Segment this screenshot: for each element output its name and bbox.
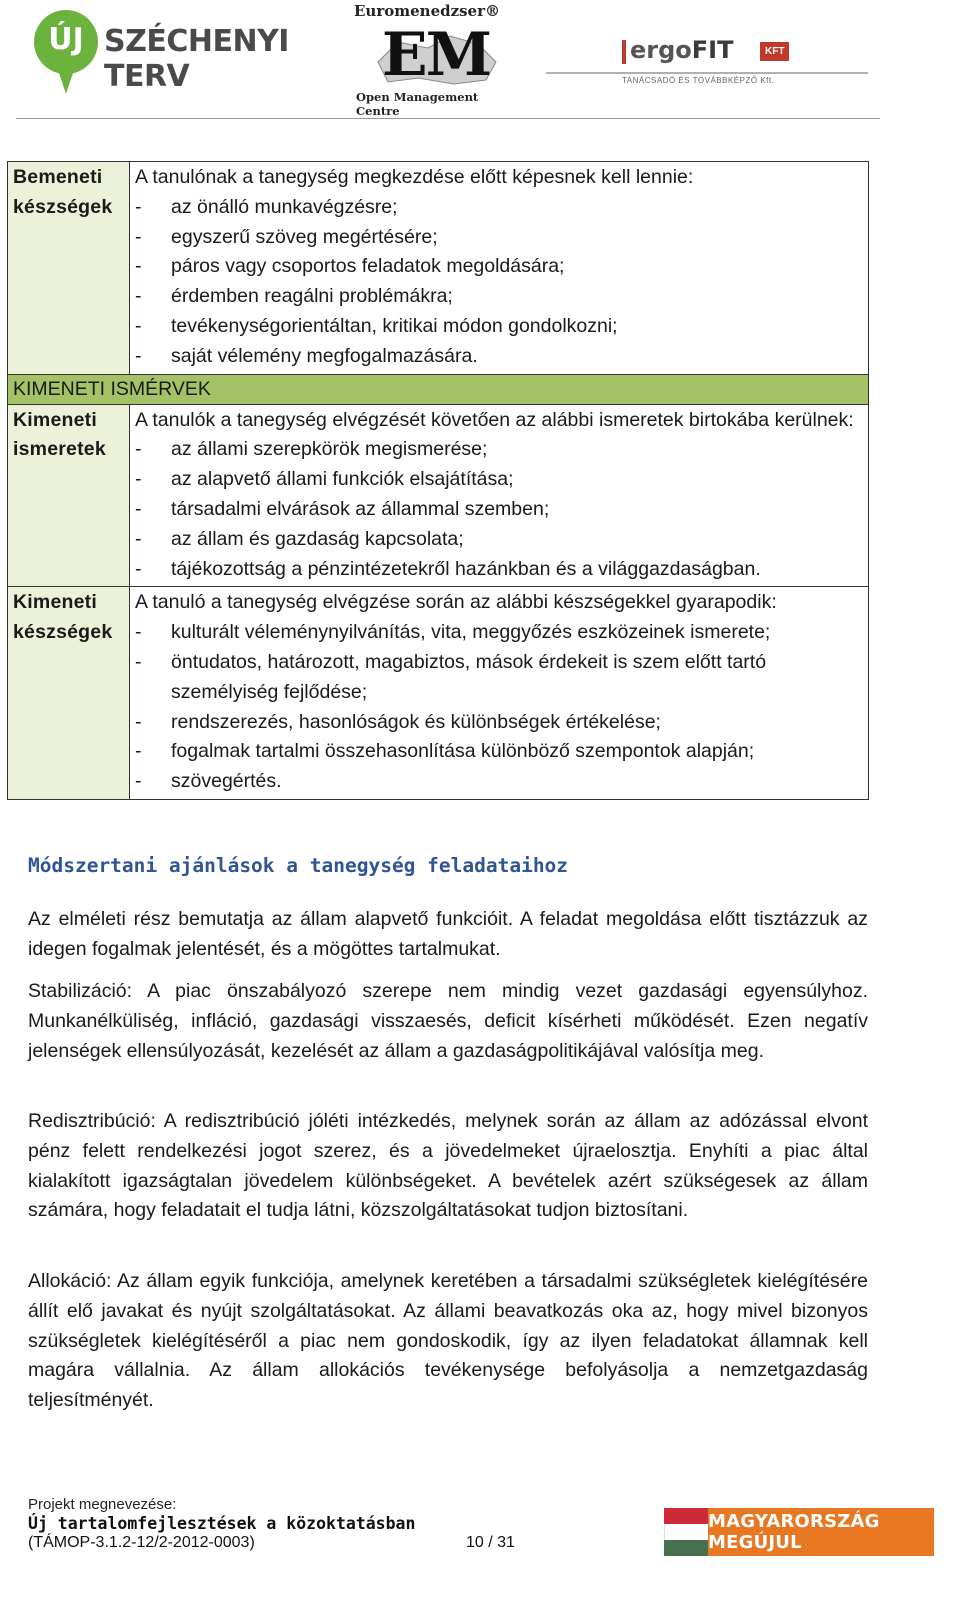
page-footer bbox=[28, 1494, 934, 1604]
section-heading: Módszertani ajánlások a tanegység feladataihoz bbox=[28, 854, 569, 877]
page-number: 10 / 31 bbox=[466, 1534, 515, 1551]
list-item: - tájékozottság a pénzintézetekről hazánkban és a világgazdaságban. bbox=[135, 557, 761, 580]
ergofit-subtitle: TANÁCSADÓ ÉS TOVÁBBKÉPZŐ Kft. bbox=[622, 76, 775, 85]
list-item: - tevékenységorientáltan, kritikai módon gondolkozni; bbox=[135, 314, 618, 337]
ergofit-bar-mark bbox=[622, 40, 626, 64]
list-item: - kulturált véleménynyilvánítás, vita, meggyőzés eszközeinek ismerete; bbox=[135, 621, 771, 644]
paragraph-intro: Az elméleti rész bemutatja az állam alapvető funkcióit. A feladat megoldása előtt tisztázzuk az idegen fogalmak jelentését, és a mögöttes tartalmukat. bbox=[28, 908, 868, 960]
megujul-text: MAGYARORSZÁG MEGÚJUL bbox=[708, 1508, 934, 1556]
list-item: - érdemben reagálni problémákra; bbox=[135, 285, 453, 308]
table-row-kimeneti-ismeretek bbox=[8, 404, 869, 587]
list-item: - saját vélemény megfogalmazására. bbox=[135, 344, 478, 367]
list-item: - társadalmi elvárások az állammal szemben; bbox=[135, 497, 550, 520]
kimeneti-ismeretek-label: Kimeneti ismeretek bbox=[8, 404, 130, 587]
ergofit-fit: FIT bbox=[691, 36, 734, 64]
list-item: - az állam és gazdaság kapcsolata; bbox=[135, 527, 464, 550]
section-title: KIMENETI ISMÉRVEK bbox=[8, 374, 869, 404]
ergofit-ergo: ergo bbox=[630, 36, 692, 64]
footer-project-title: Új tartalomfejlesztések a közoktatásban bbox=[28, 1514, 416, 1533]
paragraph-allokacio: Allokáció: Az állam egyik funkciója, amelynek keretében a társadalmi szükségletek kielégítésére állít elő javakat és nyújt szolgáltatásokat. Az állami beavatkozás oka az, hogy mivel bizonyos szükségletek kielégítéséről a piac nem gondoskodik, így az ilyen feladatokat államnak kell magára vállalnia. Az állam allokációs tevékenysége befolyásolja a nemzetgazdaság teljesítményét. bbox=[28, 1270, 868, 1412]
kimeneti-keszsegek-label: Kimeneti készségek bbox=[8, 587, 130, 800]
list-item: - az állami szerepkörök megismerése; bbox=[135, 438, 488, 461]
bemeneti-content bbox=[130, 162, 869, 375]
list-item: - páros vagy csoportos feladatok megoldására; bbox=[135, 255, 565, 278]
ergofit-wordmark bbox=[630, 36, 733, 64]
kimeneti-ismeretek-content bbox=[130, 404, 869, 587]
list-item: - az alapvető állami funkciók elsajátítása; bbox=[135, 468, 514, 491]
paragraph-redisztribucio: Redisztribúció: A redisztribúció jóléti intézkedés, melynek során az állam az adózással elvont pénz felett rendelkezési jogot szerez, és a jövedelmeket újraelosztja. Enyhíti a piac által kialakított igazságtalan jövedelem különbségeket. A bevételek azért szükségesek az állam számára, hogy feladatait el tudja látni, közszolgáltatásokat tudjon biztosítani. bbox=[28, 1110, 868, 1222]
table-row-bemeneti bbox=[8, 162, 869, 375]
euromenedzser-subtitle: Open Management Centre bbox=[356, 90, 479, 118]
ergofit-kft-badge: KFT bbox=[760, 42, 789, 61]
hungarian-flag-icon bbox=[664, 1508, 708, 1556]
em-letters: EM bbox=[381, 20, 491, 90]
euromenedzser-title: Euromenedzser® bbox=[354, 2, 501, 20]
table-row-section bbox=[8, 374, 869, 404]
footer-project-code: (TÁMOP-3.1.2-12/2-2012-0003) bbox=[28, 1534, 255, 1551]
list-item: - öntudatos, határozott, magabiztos, mások érdekeit is szem előtt tartó személyiség fejlődése; bbox=[135, 650, 767, 703]
szechenyi-name: SZÉCHENYI TERV bbox=[104, 24, 289, 94]
list-item: - fogalmak tartalmi összehasonlítása különböző szempontok alapján; bbox=[135, 740, 755, 763]
szechenyi-uj-text: ÚJ bbox=[48, 22, 84, 57]
page-header bbox=[0, 0, 960, 124]
magyarorszag-megujul-logo bbox=[664, 1508, 934, 1556]
paragraph-stabilizacio: Stabilizáció: A piac önszabályozó szerepe nem mindig vezet gazdasági egyensúlyhoz. Munkanélküliség, infláció, gazdasági visszaesés, deficit kísérheti működését. Ezen negatív jelenségek ellensúlyozását, kezelését az állam a gazdaságpolitikájával valósítja meg. bbox=[28, 980, 868, 1062]
list-item: - egyszerű szöveg megértésére; bbox=[135, 225, 438, 248]
ergofit-underline bbox=[546, 72, 868, 74]
szechenyi-terv-logo bbox=[28, 4, 348, 104]
ergofit-logo bbox=[546, 28, 876, 98]
kimeneti-keszsegek-intro: A tanuló a tanegység elvégzése során az alábbi készségekkel gyarapodik: bbox=[135, 591, 777, 614]
footer-project-label: Projekt megnevezése: bbox=[28, 1496, 177, 1513]
requirements-table bbox=[7, 161, 869, 800]
euromenedzser-logo bbox=[354, 0, 524, 118]
kimeneti-ismeretek-intro: A tanulók a tanegység elvégzését követően az alábbi ismeretek birtokába kerülnek: bbox=[135, 408, 854, 431]
em-emblem bbox=[358, 22, 514, 88]
bemeneti-label: Bemeneti készségek bbox=[8, 162, 130, 375]
kimeneti-keszsegek-content bbox=[130, 587, 869, 800]
list-item: - rendszerezés, hasonlóságok és különbségek értékelése; bbox=[135, 710, 661, 733]
bemeneti-intro: A tanulónak a tanegység megkezdése előtt képesnek kell lennie: bbox=[135, 166, 694, 188]
table-row-kimeneti-keszsegek bbox=[8, 587, 869, 800]
list-item: - az önálló munkavégzésre; bbox=[135, 195, 398, 218]
header-divider bbox=[16, 118, 880, 119]
list-item: - szövegértés. bbox=[135, 770, 282, 793]
